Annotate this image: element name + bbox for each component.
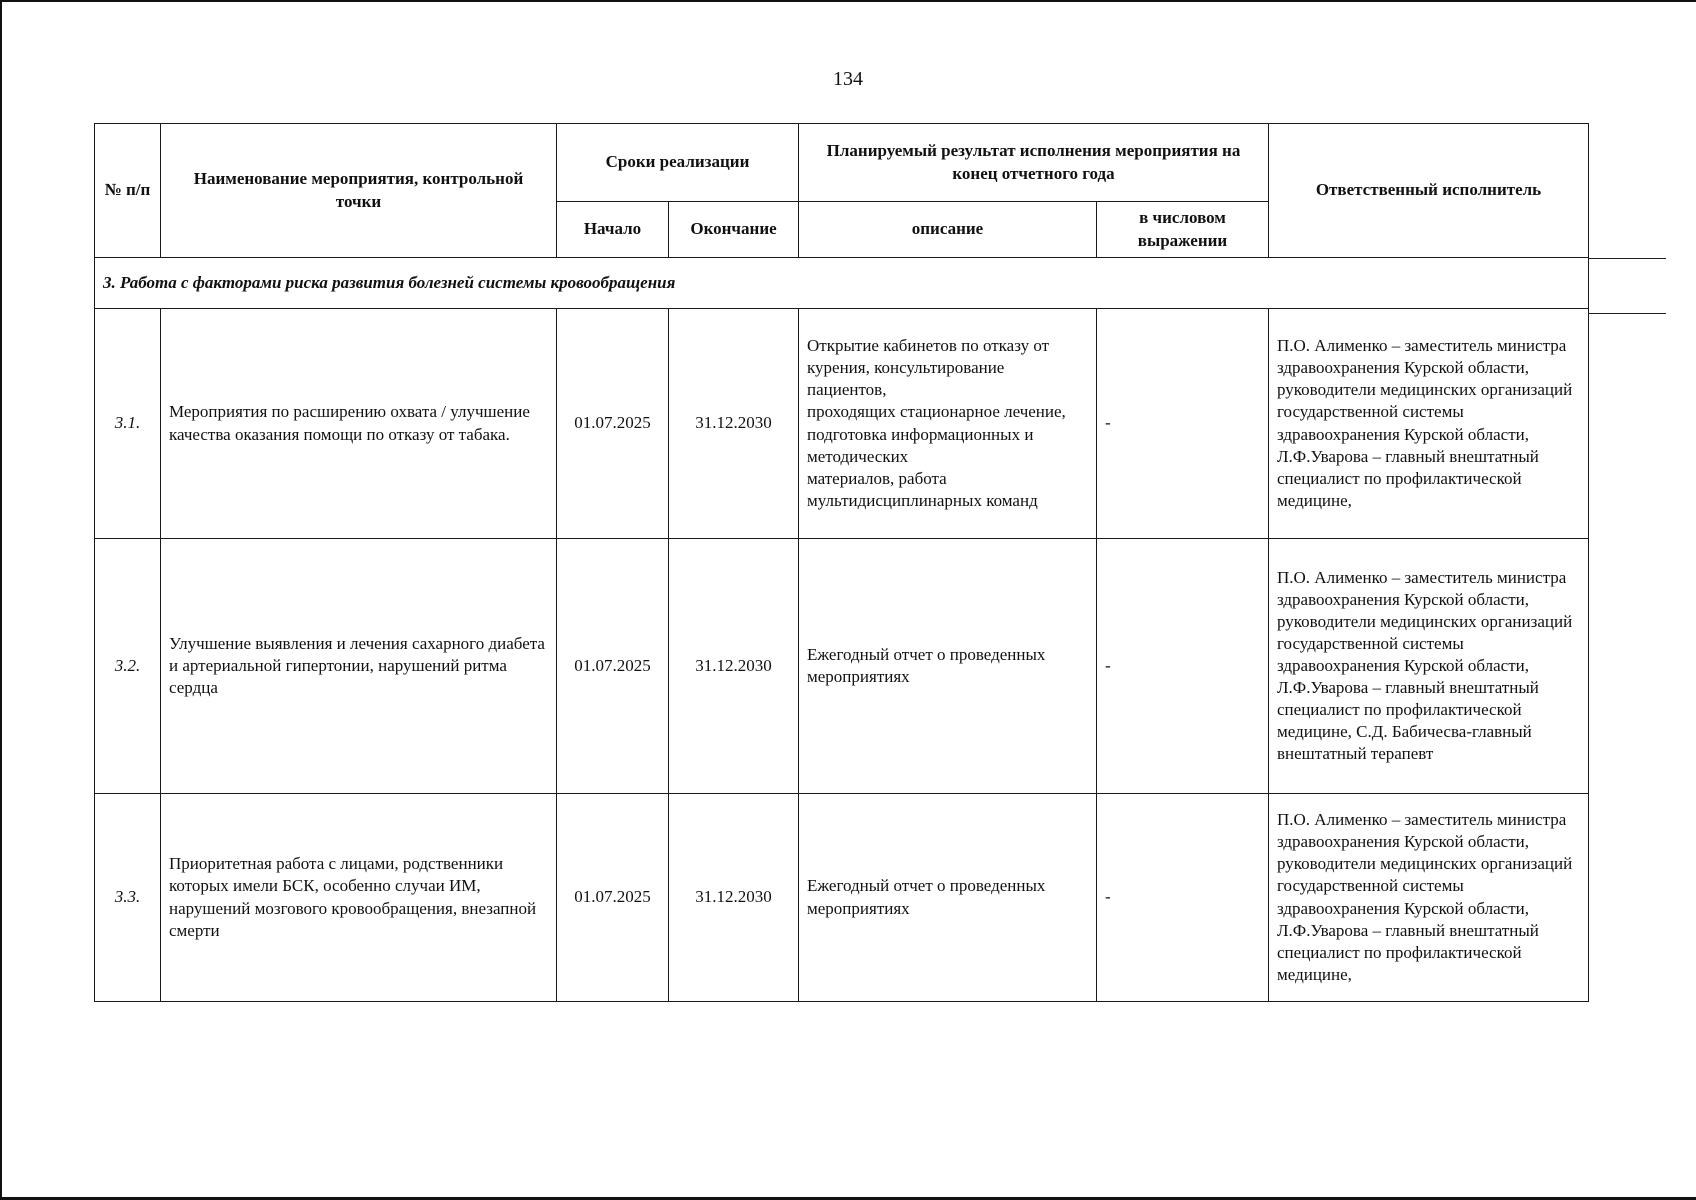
activity-name: Приоритетная работа с лицами, родственники которых имели БСК, особенно случаи ИМ, нарушений мозгового кровообращения, внезапной смерти — [161, 794, 557, 1002]
start-date: 01.07.2025 — [557, 539, 669, 794]
header-rule-extension — [1588, 258, 1666, 259]
header-responsible: Ответственный исполнитель — [1269, 124, 1589, 258]
result-description: Ежегодный отчет о проведенных мероприятиях — [799, 539, 1097, 794]
result-numeric: - — [1097, 539, 1269, 794]
header-numeric: в числовом выражении — [1097, 202, 1269, 258]
table-row — [95, 309, 1589, 539]
row-number: 3.1. — [95, 309, 161, 539]
section-rule-extension — [1588, 313, 1666, 314]
table-row — [95, 794, 1589, 1002]
description-line: материалов, работа мультидисциплинарных команд — [807, 468, 1038, 510]
header-end: Окончание — [669, 202, 799, 258]
result-numeric: - — [1097, 309, 1269, 539]
end-date: 31.12.2030 — [669, 794, 799, 1002]
header-start: Начало — [557, 202, 669, 258]
header-name: Наименование мероприятия, контрольной точки — [161, 124, 557, 258]
activity-name: Улучшение выявления и лечения сахарного диабета и артериальной гипертонии, нарушений ритма сердца — [161, 539, 557, 794]
description-line: проходящих стационарное лечение, подготовка информационных и методических — [807, 402, 1066, 466]
page-frame-left — [0, 0, 2, 1200]
header-description: описание — [799, 202, 1097, 258]
table-row — [95, 539, 1589, 794]
section-title: 3. Работа с факторами риска развития болезней системы кровообращения — [95, 258, 1589, 309]
start-date: 01.07.2025 — [557, 309, 669, 539]
result-description — [799, 309, 1097, 539]
page-number: 134 — [833, 68, 863, 90]
responsible-executor: П.О. Алименко – заместитель министра здравоохранения Курской области, руководители медицинских организаций государственной системы здравоохранения Курской области, Л.Ф.Уварова – главный внештатный специалист по профилактической медицине, — [1269, 794, 1589, 1002]
header-num: № п/п — [95, 124, 161, 258]
responsible-executor: П.О. Алименко – заместитель министра здравоохранения Курской области, руководители медицинских организаций государственной системы здравоохранения Курской области, Л.Ф.Уварова – главный внештатный специалист по профилактической медицине, С.Д. Бабичесва-главный внештатный терапевт — [1269, 539, 1589, 794]
activity-table — [94, 123, 1589, 1002]
responsible-executor: П.О. Алименко – заместитель министра здравоохранения Курской области, руководители медицинских организаций государственной системы здравоохранения Курской области, Л.Ф.Уварова – главный внештатный специалист по профилактической медицине, — [1269, 309, 1589, 539]
page-frame-top — [0, 0, 1696, 2]
row-number: 3.3. — [95, 794, 161, 1002]
header-terms: Сроки реализации — [557, 124, 799, 202]
start-date: 01.07.2025 — [557, 794, 669, 1002]
description-line: Открытие кабинетов по отказу от курения, консультирование пациентов, — [807, 336, 1050, 400]
row-number: 3.2. — [95, 539, 161, 794]
end-date: 31.12.2030 — [669, 539, 799, 794]
activity-name: Мероприятия по расширению охвата / улучшение качества оказания помощи по отказу от табака. — [161, 309, 557, 539]
result-description: Ежегодный отчет о проведенных мероприятиях — [799, 794, 1097, 1002]
end-date: 31.12.2030 — [669, 309, 799, 539]
result-numeric: - — [1097, 794, 1269, 1002]
header-planned-result: Планируемый результат исполнения мероприятия на конец отчетного года — [799, 124, 1269, 202]
